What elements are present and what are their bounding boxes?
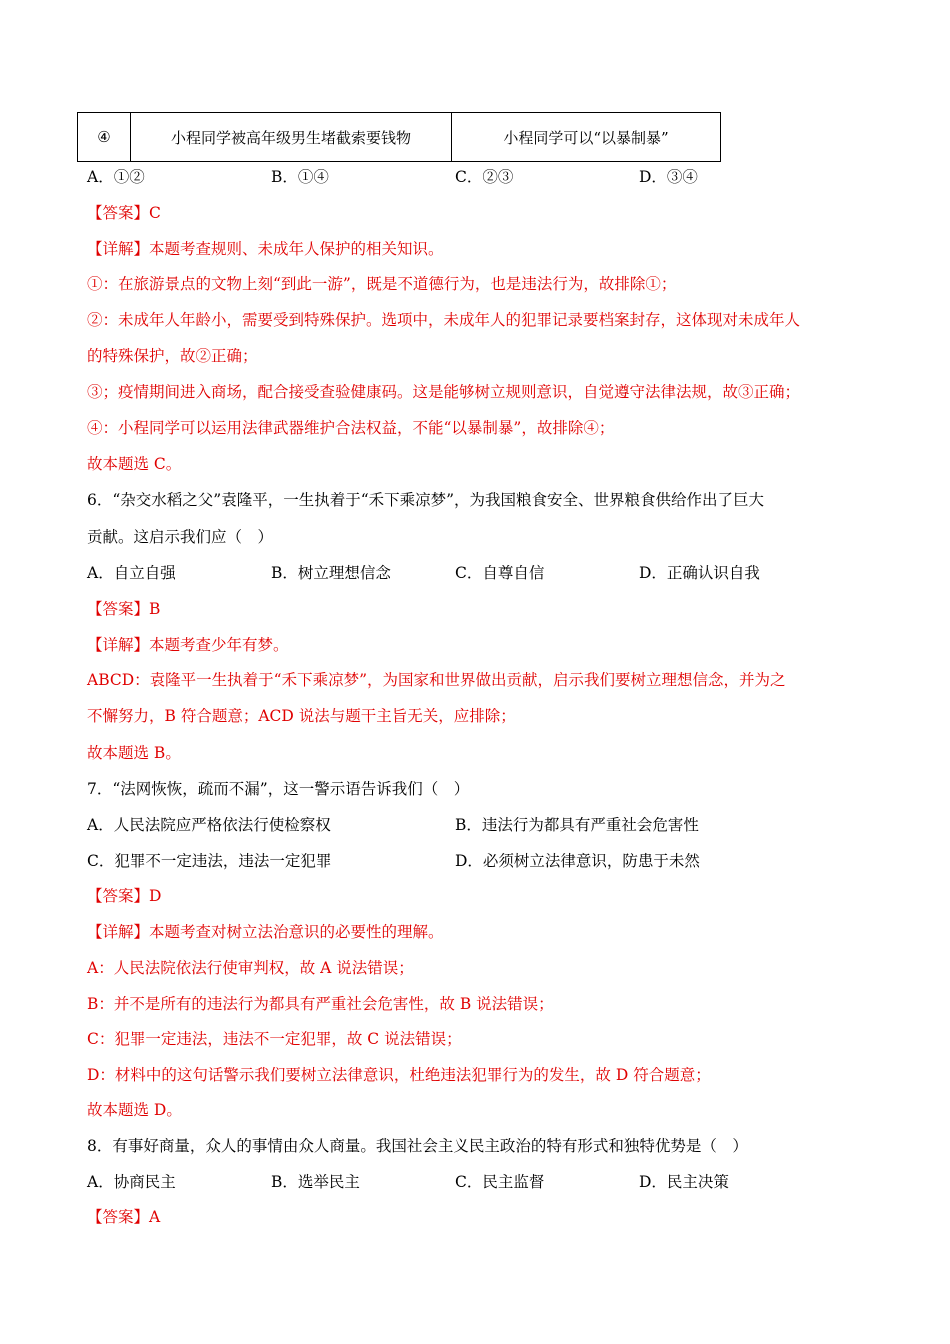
option-b: B．树立理想信念 xyxy=(271,564,391,582)
option-d: D．民主决策 xyxy=(639,1173,729,1191)
q6-answer: 【答案】B xyxy=(87,600,161,618)
q5-answer: 【答案】C xyxy=(87,204,161,222)
option-b: B．违法行为都具有严重社会危害性 xyxy=(455,816,699,834)
option-d: D．③④ xyxy=(639,168,698,186)
q8-stem: 8．有事好商量，众人的事情由众人商量。我国社会主义民主政治的特有形式和独特优势是（ ） xyxy=(87,1137,748,1155)
option-b: B．①④ xyxy=(271,168,329,186)
row-number: ④ xyxy=(78,113,131,162)
q5-explain-2b: 的特殊保护，故②正确； xyxy=(87,347,258,365)
option-a: A．①② xyxy=(87,168,145,186)
q8-answer: 【答案】A xyxy=(87,1208,161,1226)
q7-stem: 7．“法网恢恢，疏而不漏”，这一警示语告诉我们（ ） xyxy=(87,780,470,798)
q5-options xyxy=(87,167,887,187)
option-a: A．自立自强 xyxy=(87,564,176,582)
table-row xyxy=(78,113,721,162)
option-c: C．自尊自信 xyxy=(455,564,545,582)
q7-options-row-2 xyxy=(87,851,887,871)
option-d: D．必须树立法律意识，防患于未然 xyxy=(455,852,700,870)
option-c: C．犯罪不一定违法，违法一定犯罪 xyxy=(87,852,332,870)
q7-conclusion: 故本题选 D。 xyxy=(87,1101,182,1119)
option-d: D．正确认识自我 xyxy=(639,564,760,582)
q7-options-row-1 xyxy=(87,815,887,835)
option-a: A．人民法院应严格依法行使检察权 xyxy=(87,816,331,834)
q6-conclusion: 故本题选 B。 xyxy=(87,744,181,762)
q5-explain-3: ③；疫情期间进入商场，配合接受查验健康码。这是能够树立规则意识，自觉遵守法律法规，故③正确； xyxy=(87,383,801,401)
q7-explain-b: B：并不是所有的违法行为都具有严重社会危害性，故 B 说法错误； xyxy=(87,995,554,1013)
q5-detail: 【详解】本题考查规则、未成年人保护的相关知识。 xyxy=(87,240,444,258)
q7-explain-a: A：人民法院依法行使审判权，故 A 说法错误； xyxy=(87,959,414,977)
q7-explain-c: C：犯罪一定违法，违法不一定犯罪，故 C 说法错误； xyxy=(87,1030,462,1048)
q5-explain-2a: ②：未成年人年龄小，需要受到特殊保护。选项中，未成年人的犯罪记录要档案封存，这体现对未成年人 xyxy=(87,311,801,329)
q6-stem-2: 贡献。这启示我们应（ ） xyxy=(87,528,274,546)
option-c: C．②③ xyxy=(455,168,514,186)
question-table xyxy=(77,112,721,162)
q7-answer: 【答案】D xyxy=(87,887,162,905)
q7-detail: 【详解】本题考查对树立法治意识的必要性的理解。 xyxy=(87,923,444,941)
q7-explain-d: D：材料中的这句话警示我们要树立法律意识，杜绝违法犯罪行为的发生，故 D 符合题意； xyxy=(87,1066,711,1084)
view-cell: 小程同学可以“以暴制暴” xyxy=(452,113,721,162)
q6-explain-1b: 不懈努力，B 符合题意；ACD 说法与题干主旨无关，应排除； xyxy=(87,707,516,725)
q6-detail: 【详解】本题考查少年有梦。 xyxy=(87,636,289,654)
q8-options xyxy=(87,1172,887,1192)
option-b: B．选举民主 xyxy=(271,1173,360,1191)
option-c: C．民主监督 xyxy=(455,1173,545,1191)
option-a: A．协商民主 xyxy=(87,1173,176,1191)
situation-cell: 小程同学被高年级男生堵截索要钱物 xyxy=(131,113,452,162)
q6-options xyxy=(87,563,887,583)
q6-stem-1: 6．“杂交水稻之父”袁隆平，一生执着于“禾下乘凉梦”，为我国粮食安全、世界粮食供给作出了巨大 xyxy=(87,491,765,509)
q5-explain-4: ④：小程同学可以运用法律武器维护合法权益，不能“以暴制暴”，故排除④； xyxy=(87,419,615,437)
q6-explain-1a: ABCD：袁隆平一生执着于“禾下乘凉梦”，为国家和世界做出贡献，启示我们要树立理想信念，并为之 xyxy=(87,671,786,689)
q5-conclusion: 故本题选 C。 xyxy=(87,455,182,473)
q5-explain-1: ①：在旅游景点的文物上刻“到此一游”，既是不道德行为，也是违法行为，故排除①； xyxy=(87,275,677,293)
